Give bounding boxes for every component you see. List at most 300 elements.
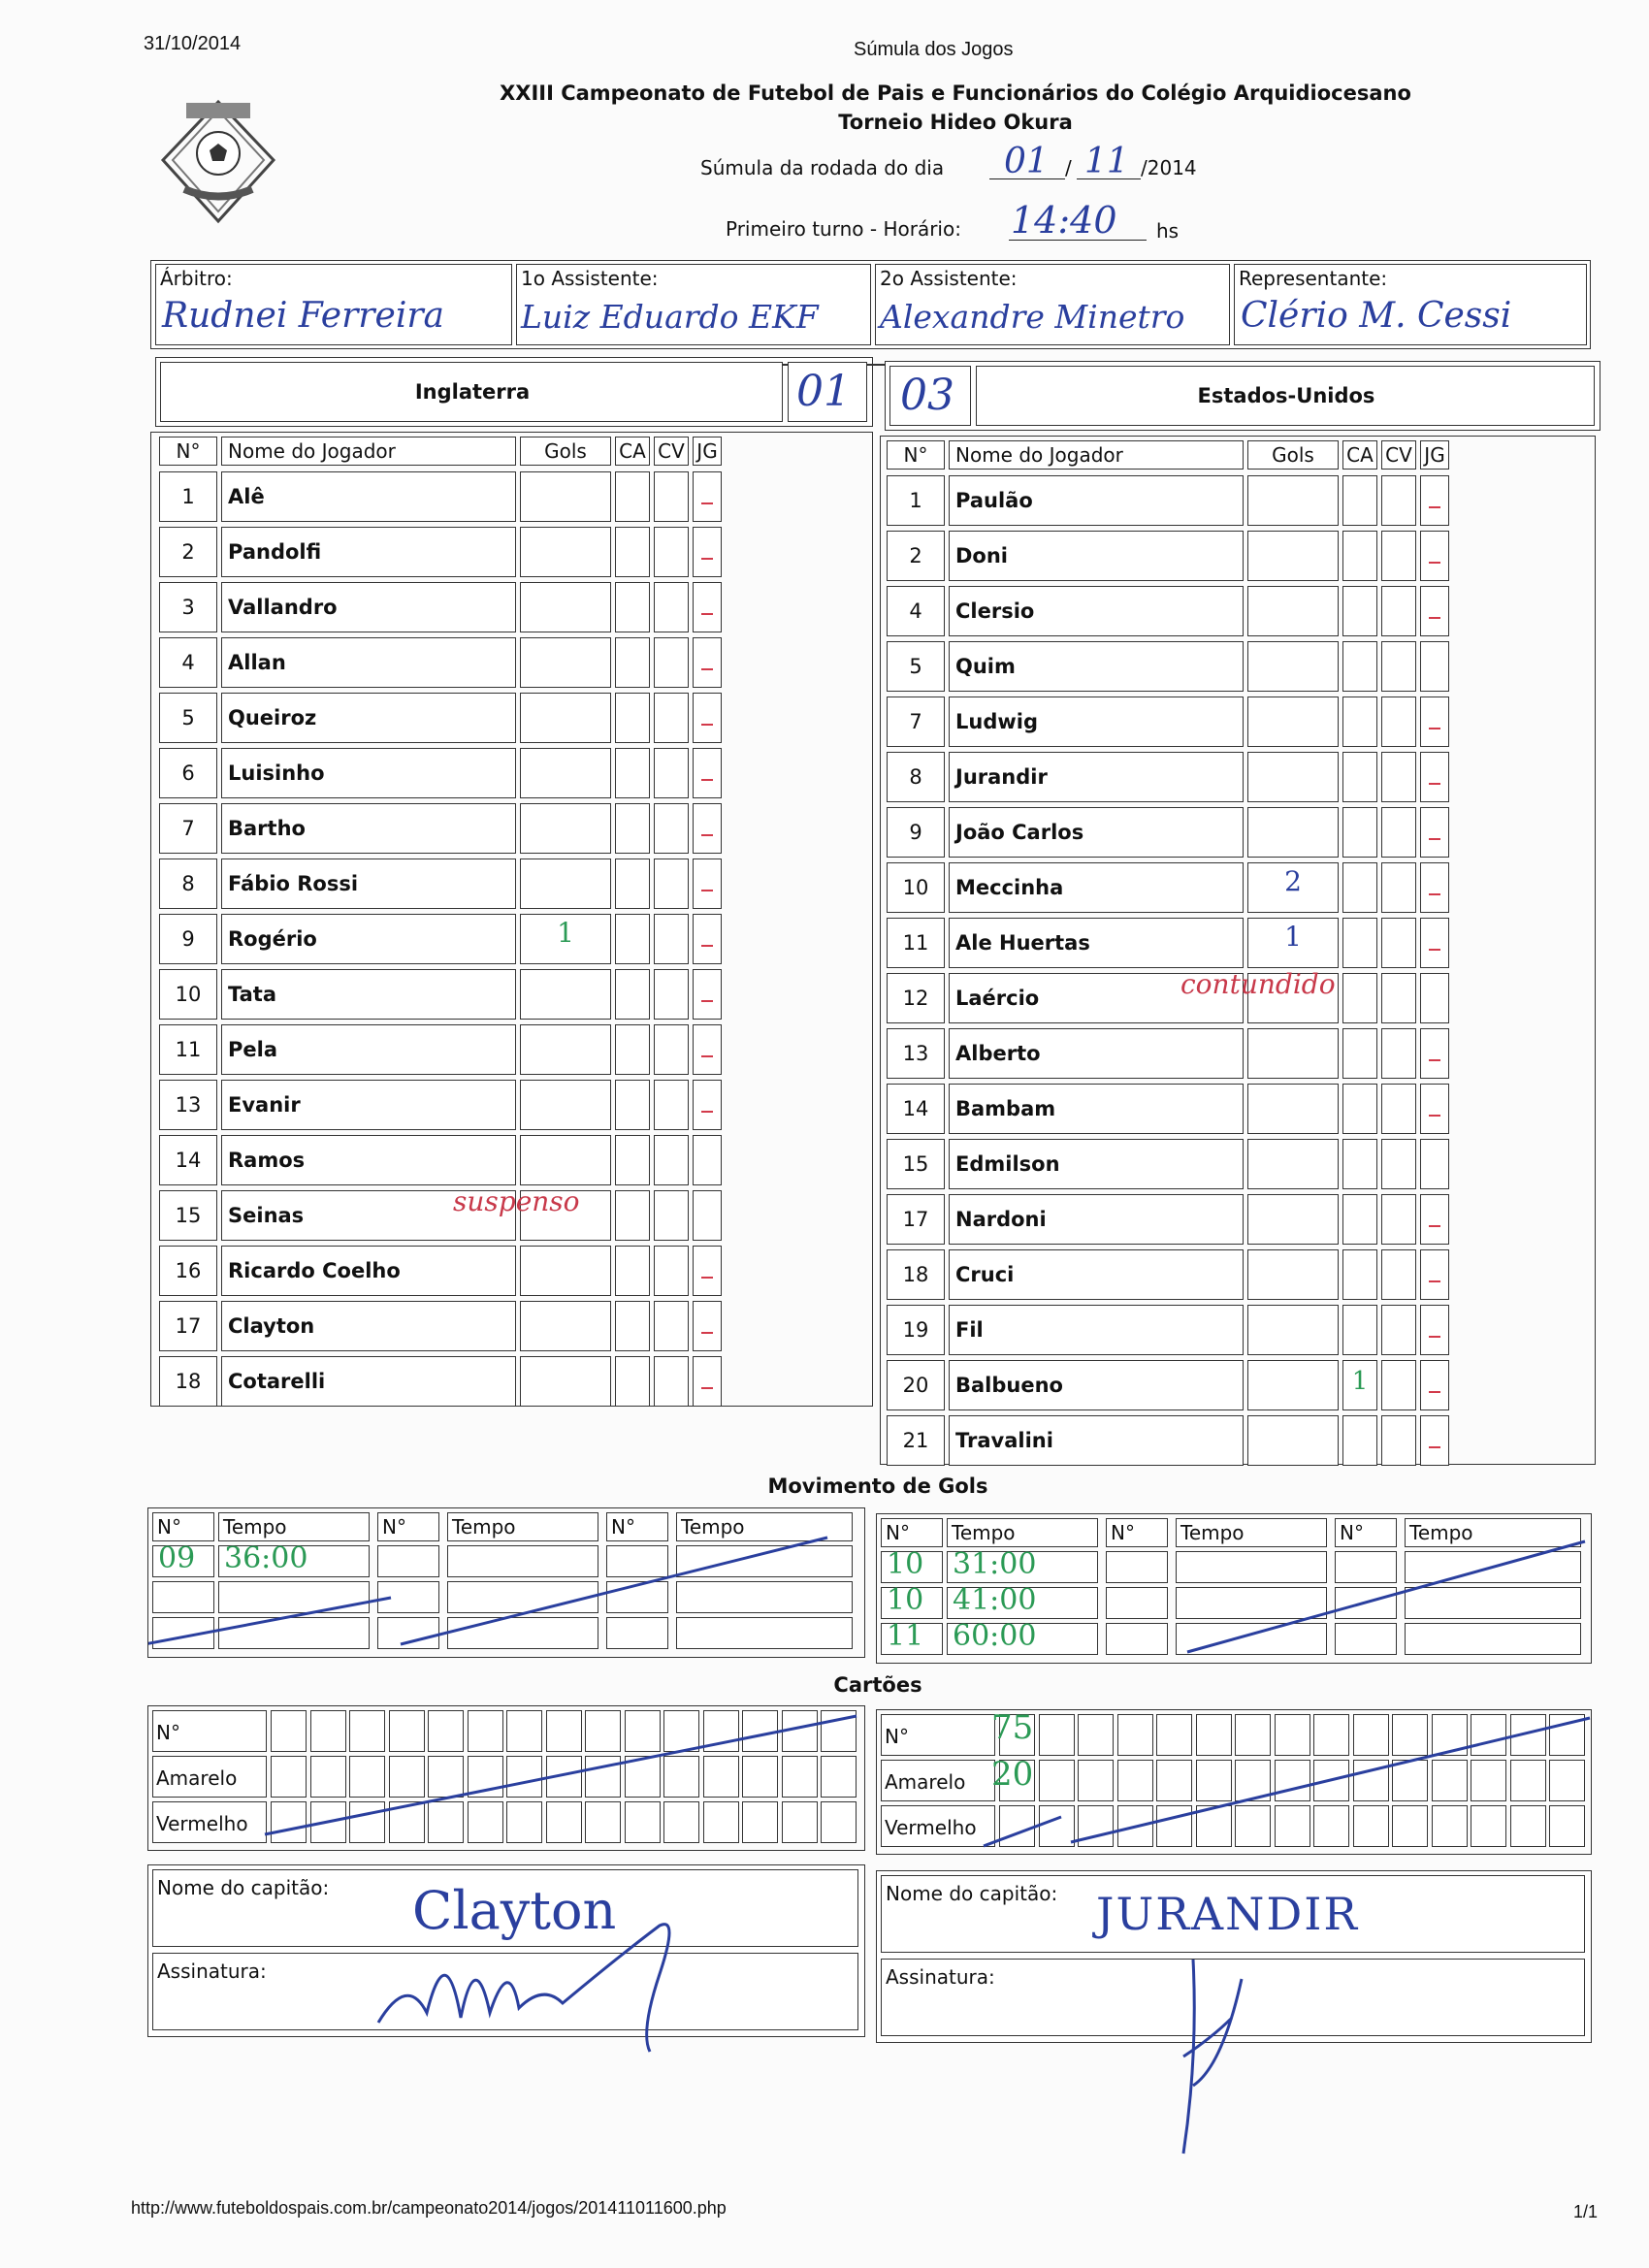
representative-box	[1234, 264, 1587, 345]
left-row-7-jg-cell	[693, 859, 722, 909]
player-goals: 2	[1284, 865, 1302, 897]
played-mark	[1429, 1225, 1440, 1227]
right-row-9-ca-cell	[1342, 973, 1377, 1023]
left-row-12-name-cell	[221, 1135, 516, 1185]
player-number: 15	[175, 1203, 202, 1227]
played-mark	[701, 1111, 713, 1113]
goals-head-label: N°	[886, 1521, 910, 1544]
championship-title: XXIII Campeonato de Futebol de Pais e Funcionários do Colégio Arquidiocesano	[500, 81, 1411, 105]
left-row-13-num-cell	[159, 1190, 217, 1241]
left-row-15-gols-cell	[520, 1301, 611, 1351]
representative-label: Representante:	[1239, 267, 1388, 290]
player-number: 8	[181, 871, 195, 895]
played-mark	[701, 890, 713, 891]
right-row-9-num-cell	[887, 973, 945, 1023]
played-mark	[1429, 783, 1440, 785]
right-row-12-name-cell	[949, 1139, 1244, 1189]
right-col-name	[949, 440, 1244, 470]
assistant2-box	[875, 264, 1230, 345]
right-row-12-num-cell	[887, 1139, 945, 1189]
right-captain-signature	[1154, 1940, 1271, 2163]
right-row-2-gols-cell	[1247, 586, 1339, 636]
left-row-6-num-cell	[159, 803, 217, 854]
right-row-6-name-cell	[949, 807, 1244, 858]
goals-head-label: Tempo	[452, 1515, 516, 1539]
left-row-8-ca-cell	[615, 914, 650, 964]
left-row-13-gols-cell	[453, 1185, 611, 1241]
goals-head-label: Tempo	[681, 1515, 745, 1539]
left-team-score-box	[788, 362, 867, 422]
played-mark	[701, 1332, 713, 1334]
tournament-title: Torneio Hideo Okura	[838, 111, 1073, 134]
left-row-6-ca-cell	[615, 803, 650, 854]
player-name: Tata	[228, 982, 276, 1006]
left-col-name	[221, 437, 516, 466]
player-name: Alberto	[955, 1041, 1041, 1065]
left-row-5-cv-cell	[654, 748, 689, 798]
right-row-15-cv-cell	[1381, 1305, 1416, 1355]
date-month: 11	[1084, 142, 1129, 181]
left-row-11-name-cell	[221, 1080, 516, 1130]
played-mark	[701, 613, 713, 615]
left-col-cv-label: CV	[658, 439, 685, 463]
right-row-10-ca-cell	[1342, 1028, 1377, 1079]
played-mark	[1429, 1391, 1440, 1393]
cards-section-title: Cartões	[833, 1673, 922, 1697]
player-number: 4	[909, 599, 922, 623]
right-row-2-cv-cell	[1381, 586, 1416, 636]
left-row-15-name-cell	[221, 1301, 516, 1351]
right-row-17-cv-cell	[1381, 1415, 1416, 1466]
right-row-13-ca-cell	[1342, 1194, 1377, 1245]
right-col-gols-label: Gols	[1272, 443, 1314, 467]
tournament-logo	[155, 97, 281, 228]
player-name: Meccinha	[955, 875, 1064, 899]
left-row-12-ca-cell	[615, 1135, 650, 1185]
player-name: Cruci	[955, 1262, 1015, 1286]
assistant2-name: Alexandre Minetro	[880, 298, 1185, 336]
right-captain-name: JURANDIR	[1096, 1888, 1359, 1940]
left-row-3-cv-cell	[654, 637, 689, 688]
right-row-0-gols-cell	[1247, 475, 1339, 526]
right-goals-strike	[877, 1514, 1595, 1665]
player-name: Ale Huertas	[955, 930, 1090, 955]
right-row-10-num-cell	[887, 1028, 945, 1079]
right-team-name: Estados-Unidos	[1197, 384, 1375, 407]
right-row-17-jg-cell	[1420, 1415, 1449, 1466]
right-row-15-name-cell	[949, 1305, 1244, 1355]
right-row-5-cv-cell	[1381, 752, 1416, 802]
left-goals-table	[147, 1507, 865, 1658]
right-row-16-name-cell	[949, 1360, 1244, 1410]
player-name: Travalini	[955, 1428, 1053, 1452]
right-row-3-gols-cell	[1247, 641, 1339, 692]
left-col-gols	[520, 437, 611, 466]
left-row-8-gols-cell	[520, 914, 611, 964]
left-row-0-num-cell	[159, 471, 217, 522]
player-number: 11	[175, 1037, 202, 1061]
left-row-4-gols-cell	[520, 693, 611, 743]
left-row-9-jg-cell	[693, 969, 722, 1020]
right-row-0-ca-cell	[1342, 475, 1377, 526]
right-team-score: 03	[900, 371, 954, 420]
left-col-ca	[615, 437, 650, 466]
left-row-2-name-cell	[221, 582, 516, 632]
right-row-3-name-cell	[949, 641, 1244, 692]
left-col-name-label: Nome do Jogador	[228, 439, 396, 463]
player-name: Pela	[228, 1037, 278, 1061]
player-number: 20	[902, 1373, 929, 1397]
right-row-2-jg-cell	[1420, 586, 1449, 636]
right-row-8-ca-cell	[1342, 918, 1377, 968]
goals-head-label: Tempo	[952, 1521, 1016, 1544]
player-name: Rogério	[228, 926, 317, 951]
right-row-3-jg-cell	[1420, 641, 1449, 692]
right-row-5-name-cell	[949, 752, 1244, 802]
left-row-14-gols-cell	[520, 1246, 611, 1296]
player-name: Nardoni	[955, 1207, 1047, 1231]
right-signature-label: Assinatura:	[886, 1965, 995, 1989]
right-row-7-num-cell	[887, 862, 945, 913]
right-row-10-gols-cell	[1247, 1028, 1339, 1079]
left-row-2-jg-cell	[693, 582, 722, 632]
right-row-6-jg-cell	[1420, 807, 1449, 858]
right-row-17-num-cell	[887, 1415, 945, 1466]
left-row-13-jg-cell	[693, 1190, 722, 1241]
date-slash: /	[1065, 156, 1072, 179]
left-row-7-ca-cell	[615, 859, 650, 909]
left-roster	[150, 432, 873, 1407]
left-row-6-gols-cell	[520, 803, 611, 854]
left-row-15-jg-cell	[693, 1301, 722, 1351]
player-note: suspenso	[453, 1185, 580, 1217]
left-row-0-gols-cell	[520, 471, 611, 522]
left-row-14-num-cell	[159, 1246, 217, 1296]
cards-row-label-text: N°	[885, 1725, 909, 1748]
date-year: /2014	[1141, 156, 1197, 179]
player-name: Allan	[228, 650, 286, 674]
right-row-0-name-cell	[949, 475, 1244, 526]
left-row-4-cv-cell	[654, 693, 689, 743]
right-row-13-gols-cell	[1247, 1194, 1339, 1245]
right-row-12-ca-cell	[1342, 1139, 1377, 1189]
left-row-10-num-cell	[159, 1024, 217, 1075]
left-row-12-jg-cell	[693, 1135, 722, 1185]
left-row-9-num-cell	[159, 969, 217, 1020]
player-name: Luisinho	[228, 761, 325, 785]
right-row-11-jg-cell	[1420, 1084, 1449, 1134]
player-name: Edmilson	[955, 1151, 1060, 1176]
right-row-8-name-cell	[949, 918, 1244, 968]
left-col-jg-label: JG	[696, 439, 718, 463]
left-row-7-name-cell	[221, 859, 516, 909]
right-row-3-cv-cell	[1381, 641, 1416, 692]
right-row-14-gols-cell	[1247, 1249, 1339, 1300]
goal-player-number: 10	[887, 1583, 924, 1617]
right-row-11-num-cell	[887, 1084, 945, 1134]
played-mark	[1429, 838, 1440, 840]
right-row-7-gols-cell	[1247, 862, 1339, 913]
right-col-num-label: N°	[903, 443, 928, 467]
player-name: Seinas	[228, 1203, 305, 1227]
right-cards-strike	[877, 1710, 1595, 1856]
played-mark	[701, 724, 713, 726]
right-row-7-name-cell	[949, 862, 1244, 913]
played-mark	[701, 558, 713, 560]
player-name: Jurandir	[955, 764, 1048, 789]
left-row-3-num-cell	[159, 637, 217, 688]
left-row-2-num-cell	[159, 582, 217, 632]
player-yellow-card: 1	[1351, 1367, 1369, 1396]
left-row-4-ca-cell	[615, 693, 650, 743]
right-row-1-ca-cell	[1342, 531, 1377, 581]
right-col-jg-label: JG	[1424, 443, 1445, 467]
left-col-num-label: N°	[176, 439, 201, 463]
card-player-number: 75	[991, 1708, 1034, 1747]
player-number: 5	[181, 705, 195, 729]
left-row-16-ca-cell	[615, 1356, 650, 1407]
left-row-3-ca-cell	[615, 637, 650, 688]
left-row-12-num-cell	[159, 1135, 217, 1185]
left-row-1-jg-cell	[693, 527, 722, 577]
player-number: 19	[902, 1317, 929, 1342]
goal-player-number: 10	[887, 1547, 924, 1581]
player-number: 5	[909, 654, 922, 678]
cards-row-label-text: Amarelo	[156, 1766, 238, 1790]
right-row-11-gols-cell	[1247, 1084, 1339, 1134]
player-number: 7	[909, 709, 922, 733]
left-row-11-gols-cell	[520, 1080, 611, 1130]
goals-head-label: Tempo	[223, 1515, 287, 1539]
right-cards-table	[876, 1709, 1592, 1855]
player-number: 10	[175, 982, 202, 1006]
time-unit: hs	[1156, 219, 1180, 243]
left-row-5-jg-cell	[693, 748, 722, 798]
left-goals-strike	[148, 1508, 866, 1659]
goals-head-label: N°	[157, 1515, 181, 1539]
player-number: 12	[902, 986, 929, 1010]
referee-box	[155, 264, 512, 345]
player-goals: 1	[557, 917, 574, 949]
left-row-3-gols-cell	[520, 637, 611, 688]
played-mark	[1429, 617, 1440, 619]
left-row-8-num-cell	[159, 914, 217, 964]
player-number: 1	[181, 484, 195, 508]
goal-time: 31:00	[953, 1547, 1037, 1581]
left-cards-table	[147, 1705, 865, 1851]
left-row-10-ca-cell	[615, 1024, 650, 1075]
left-row-4-num-cell	[159, 693, 217, 743]
left-row-7-cv-cell	[654, 859, 689, 909]
player-number: 8	[909, 764, 922, 789]
player-number: 11	[902, 930, 929, 955]
played-mark	[701, 1000, 713, 1002]
right-col-cv-label: CV	[1385, 443, 1412, 467]
right-row-17-ca-cell	[1342, 1415, 1377, 1466]
right-row-6-num-cell	[887, 807, 945, 858]
representative-name: Clério M. Cessi	[1241, 296, 1512, 336]
assistant2-label: 2o Assistente:	[880, 267, 1018, 290]
player-name: Fil	[955, 1317, 984, 1342]
right-row-4-name-cell	[949, 697, 1244, 747]
player-number: 9	[181, 926, 195, 951]
right-row-15-jg-cell	[1420, 1305, 1449, 1355]
left-row-11-ca-cell	[615, 1080, 650, 1130]
player-number: 18	[175, 1369, 202, 1393]
right-row-4-num-cell	[887, 697, 945, 747]
left-col-ca-label: CA	[619, 439, 646, 463]
left-row-2-ca-cell	[615, 582, 650, 632]
goals-head-label: N°	[1340, 1521, 1364, 1544]
player-number: 9	[909, 820, 922, 844]
left-captain-name: Clayton	[412, 1880, 617, 1941]
left-row-13-ca-cell	[615, 1190, 650, 1241]
right-row-13-name-cell	[949, 1194, 1244, 1245]
played-mark	[1429, 1115, 1440, 1117]
left-row-14-ca-cell	[615, 1246, 650, 1296]
player-name: Cotarelli	[228, 1369, 326, 1393]
left-row-6-name-cell	[221, 803, 516, 854]
right-row-12-cv-cell	[1381, 1139, 1416, 1189]
print-date: 31/10/2014	[144, 33, 242, 54]
player-name: Evanir	[228, 1092, 301, 1117]
left-row-0-cv-cell	[654, 471, 689, 522]
right-row-2-ca-cell	[1342, 586, 1377, 636]
right-row-10-jg-cell	[1420, 1028, 1449, 1079]
footer-url[interactable]: http://www.futeboldospais.com.br/campeonato2014/jogos/201411011600.php	[131, 2198, 727, 2218]
right-row-4-cv-cell	[1381, 697, 1416, 747]
right-row-4-jg-cell	[1420, 697, 1449, 747]
player-name: Paulão	[955, 488, 1033, 512]
right-row-14-ca-cell	[1342, 1249, 1377, 1300]
left-row-5-ca-cell	[615, 748, 650, 798]
player-name: Ricardo Coelho	[228, 1258, 401, 1282]
cards-row-label-text: Vermelho	[156, 1812, 248, 1835]
player-name: João Carlos	[955, 820, 1084, 844]
right-row-1-gols-cell	[1247, 531, 1339, 581]
right-row-12-jg-cell	[1420, 1139, 1449, 1189]
left-row-9-cv-cell	[654, 969, 689, 1020]
left-captain-label: Nome do capitão:	[157, 1876, 330, 1899]
footer-page: 1/1	[1573, 2202, 1599, 2221]
right-captain-label: Nome do capitão:	[886, 1882, 1058, 1905]
right-row-14-jg-cell	[1420, 1249, 1449, 1300]
right-row-5-num-cell	[887, 752, 945, 802]
right-row-5-gols-cell	[1247, 752, 1339, 802]
player-number: 2	[909, 543, 922, 567]
played-mark	[1429, 728, 1440, 729]
player-number: 18	[902, 1262, 929, 1286]
player-number: 7	[181, 816, 195, 840]
played-mark	[701, 668, 713, 670]
played-mark	[701, 1277, 713, 1279]
played-mark	[701, 779, 713, 781]
player-number: 1	[909, 488, 922, 512]
right-row-17-name-cell	[949, 1415, 1244, 1466]
right-row-2-num-cell	[887, 586, 945, 636]
left-col-jg	[693, 437, 722, 466]
right-row-0-cv-cell	[1381, 475, 1416, 526]
played-mark	[1429, 893, 1440, 895]
right-row-7-ca-cell	[1342, 862, 1377, 913]
left-row-15-ca-cell	[615, 1301, 650, 1351]
player-note: contundido	[1180, 968, 1336, 1000]
left-row-4-name-cell	[221, 693, 516, 743]
right-row-1-name-cell	[949, 531, 1244, 581]
date-day: 01	[1004, 142, 1049, 181]
left-row-11-jg-cell	[693, 1080, 722, 1130]
left-row-10-jg-cell	[693, 1024, 722, 1075]
left-row-16-jg-cell	[693, 1356, 722, 1407]
player-name: Alê	[228, 484, 265, 508]
left-row-14-name-cell	[221, 1246, 516, 1296]
right-row-8-gols-cell	[1247, 918, 1339, 968]
right-row-8-num-cell	[887, 918, 945, 968]
left-row-1-gols-cell	[520, 527, 611, 577]
left-row-16-cv-cell	[654, 1356, 689, 1407]
player-name: Fábio Rossi	[228, 871, 359, 895]
right-row-8-jg-cell	[1420, 918, 1449, 968]
right-row-4-ca-cell	[1342, 697, 1377, 747]
player-name: Vallandro	[228, 595, 338, 619]
left-row-10-name-cell	[221, 1024, 516, 1075]
right-row-10-name-cell	[949, 1028, 1244, 1079]
right-row-8-cv-cell	[1381, 918, 1416, 968]
played-mark	[701, 502, 713, 504]
left-row-2-gols-cell	[520, 582, 611, 632]
left-team-score: 01	[796, 367, 851, 416]
right-col-ca-label: CA	[1346, 443, 1374, 467]
right-row-16-ca-cell	[1342, 1360, 1377, 1410]
player-goals: 1	[1284, 921, 1302, 953]
left-row-16-num-cell	[159, 1356, 217, 1407]
right-row-16-num-cell	[887, 1360, 945, 1410]
left-row-12-cv-cell	[654, 1135, 689, 1185]
player-name: Clersio	[955, 599, 1035, 623]
assistant1-name: Luiz Eduardo EKF	[521, 298, 819, 336]
right-row-2-name-cell	[949, 586, 1244, 636]
left-row-1-name-cell	[221, 527, 516, 577]
player-number: 14	[902, 1096, 929, 1120]
left-row-8-cv-cell	[654, 914, 689, 964]
left-row-15-cv-cell	[654, 1301, 689, 1351]
right-row-1-jg-cell	[1420, 531, 1449, 581]
right-team-score-box	[889, 366, 971, 426]
left-row-8-name-cell	[221, 914, 516, 964]
right-row-3-num-cell	[887, 641, 945, 692]
assistant1-label: 1o Assistente:	[521, 267, 659, 290]
right-row-6-gols-cell	[1247, 807, 1339, 858]
left-cards-strike	[148, 1706, 866, 1852]
player-name: Queiroz	[228, 705, 317, 729]
goals-head-label: Tempo	[1180, 1521, 1245, 1544]
left-row-1-ca-cell	[615, 527, 650, 577]
player-number: 15	[902, 1151, 929, 1176]
right-row-12-gols-cell	[1247, 1139, 1339, 1189]
player-name: Bambam	[955, 1096, 1056, 1120]
player-number: 3	[181, 595, 195, 619]
left-row-9-ca-cell	[615, 969, 650, 1020]
player-number: 2	[181, 539, 195, 564]
right-row-7-cv-cell	[1381, 862, 1416, 913]
right-row-11-ca-cell	[1342, 1084, 1377, 1134]
date-label: Súmula da rodada do dia	[700, 156, 945, 179]
played-mark	[1429, 506, 1440, 508]
left-row-11-cv-cell	[654, 1080, 689, 1130]
left-row-11-num-cell	[159, 1080, 217, 1130]
right-row-5-jg-cell	[1420, 752, 1449, 802]
right-row-14-name-cell	[949, 1249, 1244, 1300]
